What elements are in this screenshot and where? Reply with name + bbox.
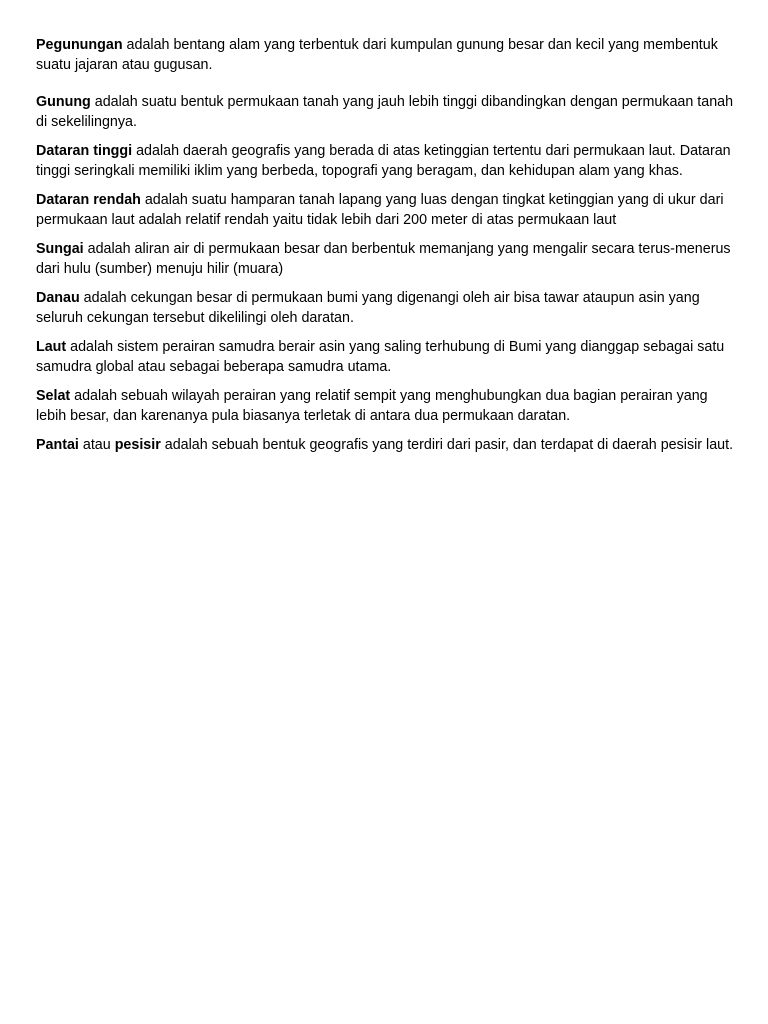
paragraph-pantai bbox=[36, 436, 736, 456]
definition-dataran-tinggi: adalah daerah geografis yang berada di atas ketinggian tertentu dari permukaan laut. Dataran tinggi seringkali memiliki iklim yang berbeda, topografi yang beragam, dan kehidupan alam yang khas. bbox=[36, 143, 731, 179]
definition-gunung: adalah suatu bentuk permukaan tanah yang jauh lebih tinggi dibandingkan dengan permukaan tanah di sekelilingnya. bbox=[36, 94, 734, 130]
paragraph-danau bbox=[36, 289, 736, 328]
paragraph-dataran-rendah bbox=[36, 191, 736, 230]
term-gunung: Gunung bbox=[36, 94, 91, 110]
definition-dataran-rendah: adalah suatu hamparan tanah lapang yang luas dengan tingkat ketinggian yang di ukur dari permukaan laut adalah relatif rendah yaitu tidak lebih dari 200 meter di atas permukaan laut bbox=[36, 192, 724, 228]
definition-pegunungan: adalah bentang alam yang terbentuk dari kumpulan gunung besar dan kecil yang membentuk suatu jajaran atau gugusan. bbox=[36, 37, 718, 73]
definition-danau: adalah cekungan besar di permukaan bumi yang digenangi oleh air bisa tawar ataupun asin yang seluruh cekungan tersebut dikelilingi oleh daratan. bbox=[36, 290, 700, 326]
term-pesisir: pesisir bbox=[114, 437, 161, 453]
connector-atau: atau bbox=[78, 437, 115, 453]
term-dataran-tinggi: Dataran tinggi bbox=[36, 143, 133, 159]
term-laut: Laut bbox=[36, 339, 67, 355]
definition-sungai: adalah aliran air di permukaan besar dan berbentuk memanjang yang mengalir secara terus-menerus dari hulu (sumber) menuju hilir (muara) bbox=[36, 241, 731, 277]
term-pegunungan: Pegunungan bbox=[36, 37, 123, 53]
term-selat: Selat bbox=[36, 388, 71, 404]
document-page bbox=[36, 36, 736, 466]
paragraph-laut bbox=[36, 338, 736, 377]
paragraph-pegunungan bbox=[36, 36, 736, 75]
term-danau: Danau bbox=[36, 290, 80, 306]
term-dataran-rendah: Dataran rendah bbox=[36, 192, 141, 208]
term-pantai: Pantai bbox=[36, 437, 79, 453]
definition-pantai: adalah sebuah bentuk geografis yang terdiri dari pasir, dan terdapat di daerah pesisir laut. bbox=[160, 437, 734, 453]
term-sungai: Sungai bbox=[36, 241, 84, 257]
paragraph-selat bbox=[36, 387, 736, 426]
definition-laut: adalah sistem perairan samudra berair asin yang saling terhubung di Bumi yang dianggap sebagai satu samudra global atau sebagai beberapa samudra utama. bbox=[36, 339, 725, 375]
paragraph-sungai bbox=[36, 240, 736, 279]
paragraph-gunung bbox=[36, 93, 736, 132]
paragraph-dataran-tinggi bbox=[36, 142, 736, 181]
definition-selat: adalah sebuah wilayah perairan yang relatif sempit yang menghubungkan dua bagian perairan yang lebih besar, dan karenanya pula biasanya terletak di antara dua permukaan daratan. bbox=[36, 388, 708, 424]
